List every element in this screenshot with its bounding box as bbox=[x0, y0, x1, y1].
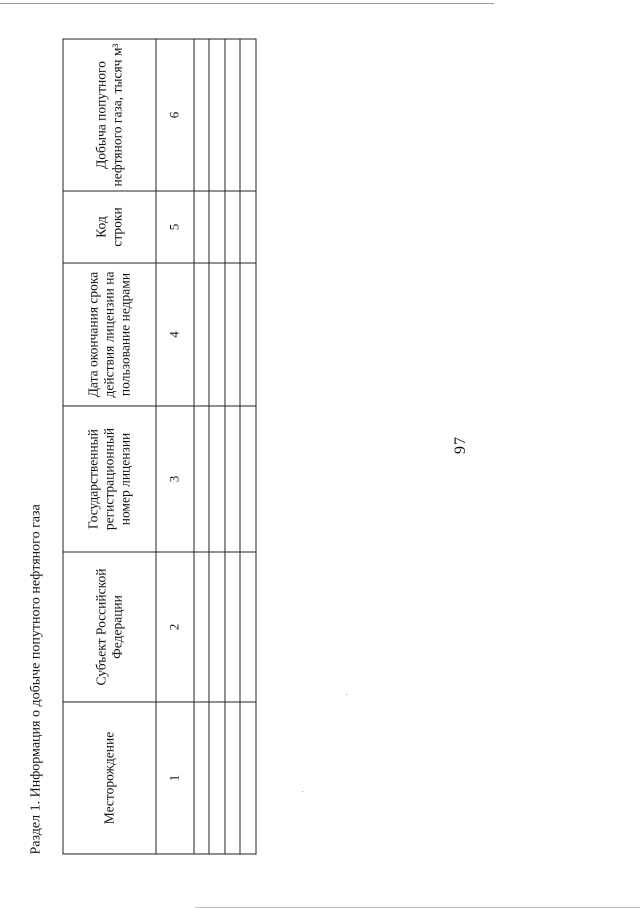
table-row bbox=[209, 39, 225, 854]
table-row bbox=[225, 39, 241, 854]
table-cell[interactable] bbox=[240, 263, 256, 406]
column-number: 6 bbox=[156, 39, 194, 191]
table-cell[interactable] bbox=[194, 191, 210, 263]
table-cell[interactable] bbox=[240, 702, 256, 854]
column-number: 4 bbox=[156, 263, 194, 406]
table-cell[interactable] bbox=[240, 552, 256, 702]
table-cell[interactable] bbox=[225, 263, 241, 406]
page-number: 97 bbox=[452, 436, 469, 454]
table-cell[interactable] bbox=[225, 39, 241, 191]
table-cell[interactable] bbox=[194, 263, 210, 406]
table-cell[interactable] bbox=[225, 702, 241, 854]
table-cell[interactable] bbox=[209, 263, 225, 406]
table-cell[interactable] bbox=[240, 39, 256, 191]
scan-speck bbox=[346, 694, 347, 695]
table-cell[interactable] bbox=[209, 552, 225, 702]
production-table bbox=[63, 39, 257, 855]
table-cell[interactable] bbox=[209, 191, 225, 263]
header-license-number: Государственный регистрационный номер лицензии bbox=[63, 406, 156, 552]
header-license-expiry: Дата окончания срока действия лицензии на пользование недрами bbox=[63, 263, 156, 406]
scan-edge-top bbox=[0, 3, 494, 4]
table-cell[interactable] bbox=[194, 552, 210, 702]
table-cell[interactable] bbox=[225, 552, 241, 702]
table-cell[interactable] bbox=[209, 702, 225, 854]
column-number: 1 bbox=[156, 702, 194, 854]
column-number-row bbox=[156, 39, 194, 854]
table-cell[interactable] bbox=[240, 191, 256, 263]
table-cell[interactable] bbox=[240, 406, 256, 552]
table-cell[interactable] bbox=[209, 406, 225, 552]
table-row bbox=[240, 39, 256, 854]
rotated-page-content bbox=[28, 40, 298, 855]
table-cell[interactable] bbox=[194, 702, 210, 854]
table-cell[interactable] bbox=[225, 191, 241, 263]
table-cell[interactable] bbox=[225, 406, 241, 552]
table-row bbox=[194, 39, 210, 854]
table-header-row bbox=[63, 39, 156, 854]
header-field: Месторождение bbox=[63, 702, 156, 854]
column-number: 3 bbox=[156, 406, 194, 552]
header-region: Субъект Российской Федерации bbox=[63, 552, 156, 702]
column-number: 2 bbox=[156, 552, 194, 702]
scan-speck bbox=[302, 791, 303, 792]
section-title: Раздел 1. Информация о добыче попутного нефтяного газа bbox=[28, 504, 44, 855]
header-gas-production: Добыча попутного нефтяного газа, тысяч м³ bbox=[63, 39, 156, 191]
column-number: 5 bbox=[156, 191, 194, 263]
header-line-code: Код строки bbox=[63, 191, 156, 263]
table-cell[interactable] bbox=[194, 39, 210, 191]
table-cell[interactable] bbox=[194, 406, 210, 552]
table-cell[interactable] bbox=[209, 39, 225, 191]
